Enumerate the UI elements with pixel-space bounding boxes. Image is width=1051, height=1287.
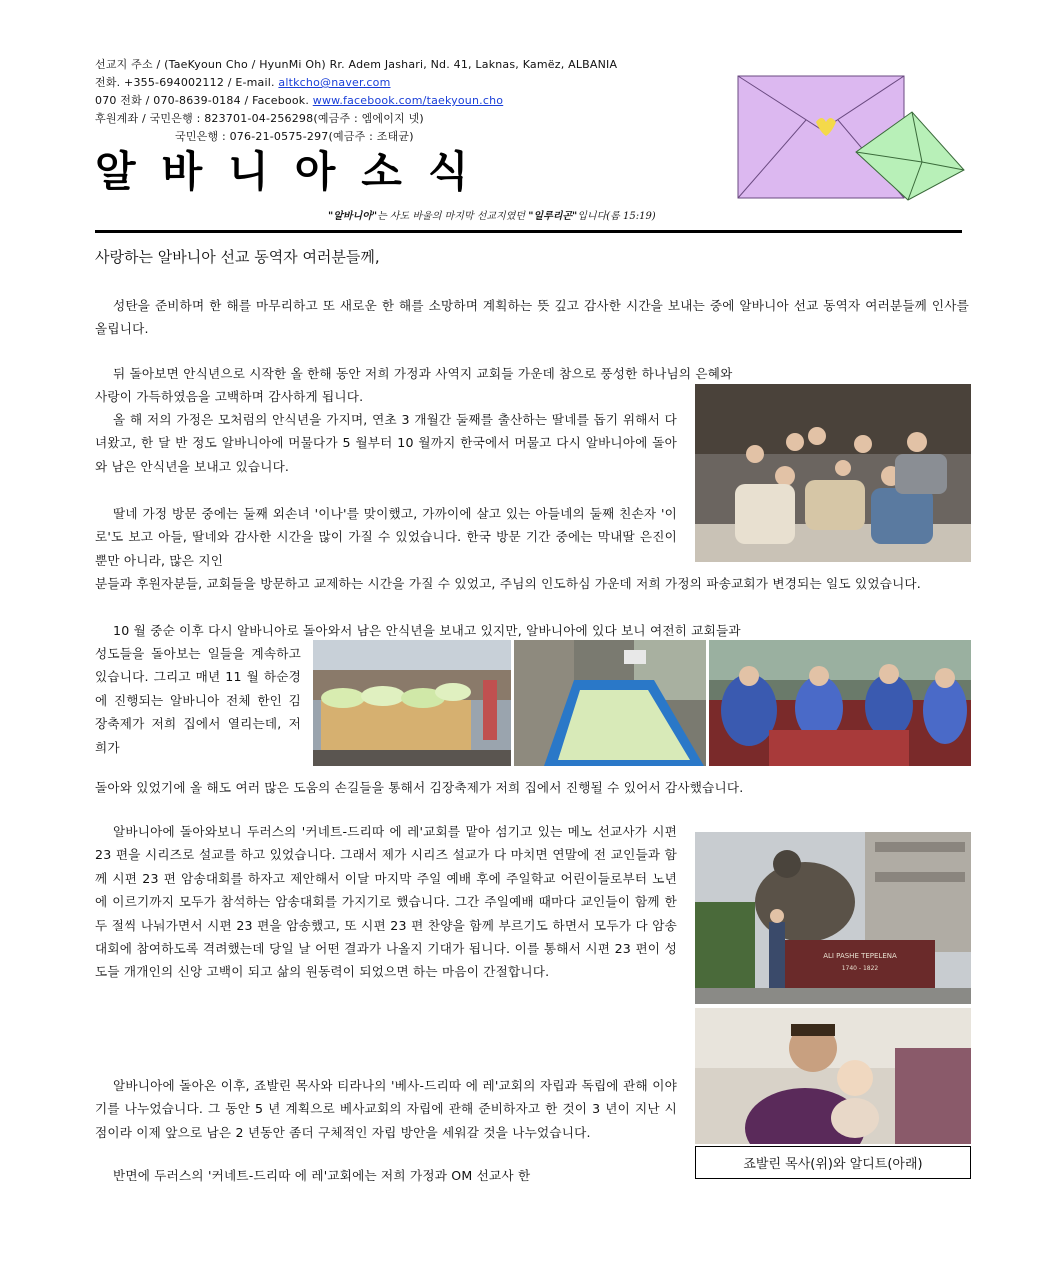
envelope-illustration <box>736 72 968 204</box>
photo-caption: 죠발린 목사(위)와 알디트(아래) <box>695 1146 971 1179</box>
page-title: 알바니아소식 <box>95 147 495 196</box>
facebook-link[interactable]: www.facebook.com/taekyoun.cho <box>312 94 504 107</box>
paragraph-8: 반면에 두러스의 '커네트-드리따 에 레'교회에는 저희 가정과 OM 선교사 한 <box>113 1168 531 1183</box>
contact-line <box>95 74 391 92</box>
paragraph-4b: 분들과 후원자분들, 교회들을 방문하고 교제하는 시간을 가질 수 있었고, 주님의 인도하심 가운데 저희 가정의 파송교회가 변경되는 일도 있었습니다. <box>95 576 921 591</box>
family-photo <box>695 384 971 562</box>
paragraph-5c: 돌아와 있었기에 올 해도 여러 많은 도움의 손길들을 통해서 김장축제가 저희 집에서 진행될 수 있어서 감사했습니다. <box>95 780 744 795</box>
tagline <box>328 207 656 222</box>
phone-text: 전화. +355-694002112 / E-mail. <box>95 76 279 89</box>
paragraph-7: 알바니아에 돌아온 이후, 죠발린 목사와 티라나의 '베사-드리따 에 레'교회의 자립과 독립에 관해 이야기를 나누었습니다. 그 동안 5 년 계획으로 베사교회의 자립에 관해 준비하자고 한 것이 3 년이 지난 시점이라 이제 앞으로 남은 2 년동안 좀더 구체적인 자립 방안을 세워갈 것을 나누었습니다. <box>95 1078 677 1140</box>
pastor-photo <box>695 1008 971 1144</box>
bank-line-1: 후원계좌 / 국민은행 : 823701-04-256298(예금주 : 엠에이지 넷) <box>95 112 424 125</box>
address-line: 선교지 주소 / (TaeKyoun Cho / HyunMi Oh) Rr. Adem Jashari, Nd. 41, Laknas, Kamëz, ALBANIA <box>95 58 618 71</box>
kimjang-photo-pool <box>514 640 706 766</box>
tagline-albania: "알바니아" <box>328 211 378 222</box>
paragraph-1: 성탄을 준비하며 한 해를 마무리하고 또 새로운 한 해를 소망하며 계획하는 뜻 깊고 감사한 시간을 보내는 중에 알바니아 선교 동역자 여러분들께 인사를 올립니다. <box>95 298 969 337</box>
statue-plaque-text: ALI PASHE TEPELENA <box>823 952 897 960</box>
salutation: 사랑하는 알바니아 선교 동역자 여러분들께, <box>95 248 380 266</box>
paragraph-3: 올 해 저의 가정은 모처럼의 안식년을 가지며, 연초 3 개월간 둘째를 출산하는 딸네를 돕기 위해서 다녀왔고, 한 달 반 정도 알바니아에 머물다가 5 월부터 10 월까지 한국에서 머물고 다시 알바니아에 돌아와 남은 안식년을 보내고 있습니다. <box>95 412 677 474</box>
kimjang-photo-volunteers <box>709 640 971 766</box>
statue-photo <box>695 832 971 1004</box>
phone070-text: 070 전화 / 070-8639-0184 / Facebook. <box>95 94 313 107</box>
svg-text:1740 - 1822: 1740 - 1822 <box>841 965 879 972</box>
paragraph-2b: 사랑이 가득하였음을 고백하며 감사하게 됩니다. <box>95 389 364 404</box>
tagline-middle: 는 사도 바울의 마지막 선교지였던 <box>377 211 529 222</box>
paragraph-5a: 10 월 중순 이후 다시 알바니아로 돌아와서 남은 안식년을 보내고 있지만, 알바니아에 있다 보니 여전히 교회들과 <box>113 623 741 638</box>
paragraph-4a: 딸네 가정 방문 중에는 둘째 외손녀 '이나'를 맞이했고, 가까이에 살고 있는 아들네의 둘째 친손자 '이로'도 보고 아들, 딸네와 감사한 시간을 많이 가질 수 있었습니다. 한국 방문 기간 중에는 막내딸 은진이 뿐만 아니라, 많은 지인 <box>95 506 677 568</box>
paragraph-2a: 뒤 돌아보면 안식년으로 시작한 올 한해 동안 저희 가정과 사역지 교회들 가운데 참으로 풍성한 하나님의 은혜와 <box>113 366 733 381</box>
email-link[interactable]: altkcho@naver.com <box>278 76 391 89</box>
tagline-end: 입니다(롬 15:19) <box>577 211 656 222</box>
paragraph-6: 알바니아에 돌아와보니 두러스의 '커네트-드리따 에 레'교회를 맡아 섬기고 있는 메노 선교사가 시편 23 편을 시리즈로 설교를 하고 있었습니다. 그래서 제가 시리즈 설교가 다 마치면 연말에 전 교인들과 함께 시편 23 편 암송대회를 하자고 제안해서 이달 마지막 주일 예배 후에 주일학교 어린이들로부터 노년에 이르기까지 모두가 참석하는 암송대회를 가지기로 했습니다. 그간 주일예배 때마다 교인들이 함께 한 두 절씩 나눠가면서 시편 23 편을 암송했고, 또 시편 23 편 찬양을 함께 부르기도 하면서 모두가 다 암송대회에 참여하도록 격려했는데 당일 날 어떤 결과가 나올지 기대가 됩니다. 이를 통해서 시편 23 편이 성도들 개개인의 신앙 고백이 되고 삶의 원동력이 되었으면 하는 마음이 간절합니다. <box>95 824 677 980</box>
paragraph-5b: 성도들을 돌아보는 일들을 계속하고 있습니다. 그리고 매년 11 월 하순경에 진행되는 알바니아 전체 한인 김장축제가 저희 집에서 열리는데, 저희가 <box>95 646 301 755</box>
tagline-illyricum: "일루리곤" <box>528 211 578 222</box>
facebook-line <box>95 92 503 110</box>
bank-line-2: 국민은행 : 076-21-0575-297(예금주 : 조태균) <box>175 130 414 143</box>
kimjang-photo-cabbages <box>313 640 511 766</box>
header-divider <box>95 230 962 233</box>
